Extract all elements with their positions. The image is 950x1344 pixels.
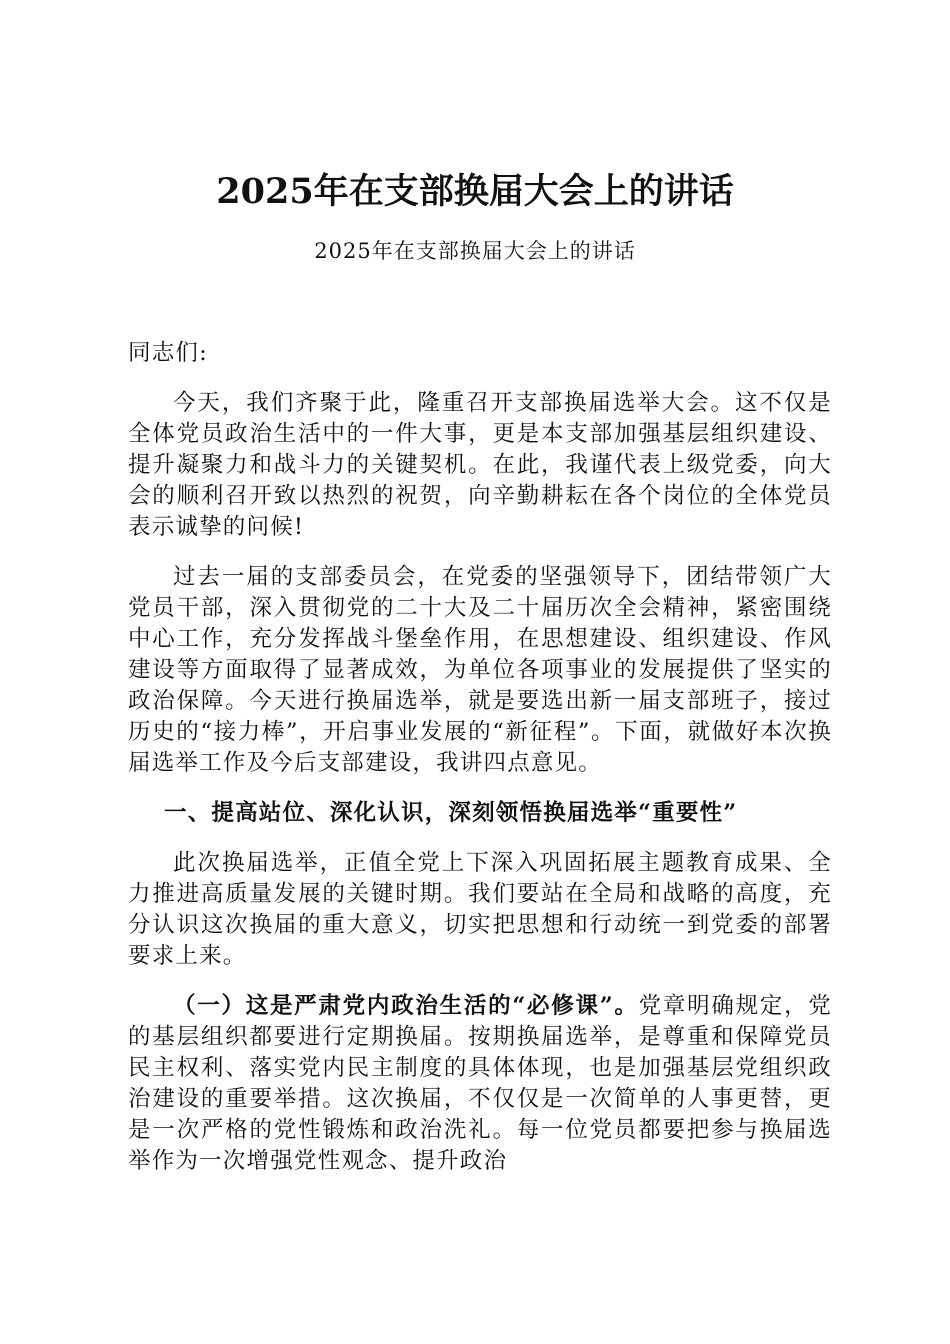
subsection-1-body: 党章明确规定，党的基层组织都要进行定期换届。按期换届选举，是尊重和保障党员民主权利、落实党内民主制度的具体体现，也是加强基层党组织政治建设的重要举措。这次换届，不仅仅是一次简单的人事更替，更是一次严格的党性锻炼和政治洗礼。每一位党员都要把参与换届选举作为一次增强党性观念、提升政治 — [128, 993, 833, 1174]
paragraph-opening: 今天，我们齐聚于此，隆重召开支部换届选举大会。这不仅是全体党员政治生活中的一件大事，更是本支部加强基层组织建设、提升凝聚力和战斗力的关键契机。在此，我谨代表上级党委，向大会的顺利召开致以热烈的祝贺，向辛勤耕耘在各个岗位的全体党员表示诚挚的问候! — [128, 390, 832, 540]
subsection-1-lead: （一）这是严肃党内政治生活的“必修课”。 — [173, 993, 639, 1019]
document-body — [128, 338, 832, 1196]
section-1-intro: 此次换届选举，正值全党上下深入巩固拓展主题教育成果、全力推进高质量发展的关键时期。我们要站在全局和战略的高度，充分认识这次换届的重大意义，切实把思想和行动统一到党委的部署要求上来。 — [128, 850, 832, 969]
paragraph-review: 过去一届的支部委员会，在党委的坚强领导下，团结带领广大党员干部，深入贯彻党的二十大及二十届历次全会精神，紧密围绕中心工作，充分发挥战斗堡垒作用，在思想建设、组织建设、作风建设等方面取得了显著成效，为单位各项事业的发展提供了坚实的政治保障。今天进行换届选举，就是要选出新一届支部班子，接过历史的“接力棒”，开启事业发展的“新征程”。下面，就做好本次换届选举工作及今后支部建设，我讲四点意见。 — [128, 564, 832, 776]
document-title: 2025年在支部换届大会上的讲话 — [216, 171, 734, 212]
greeting: 同志们: — [128, 340, 208, 366]
subsection-1 — [128, 991, 832, 1177]
section-heading-1: 一、提高站位、深化认识，深刻领悟换届选举“重要性” — [164, 800, 738, 826]
document-subtitle: 2025年在支部换届大会上的讲话 — [314, 239, 636, 263]
